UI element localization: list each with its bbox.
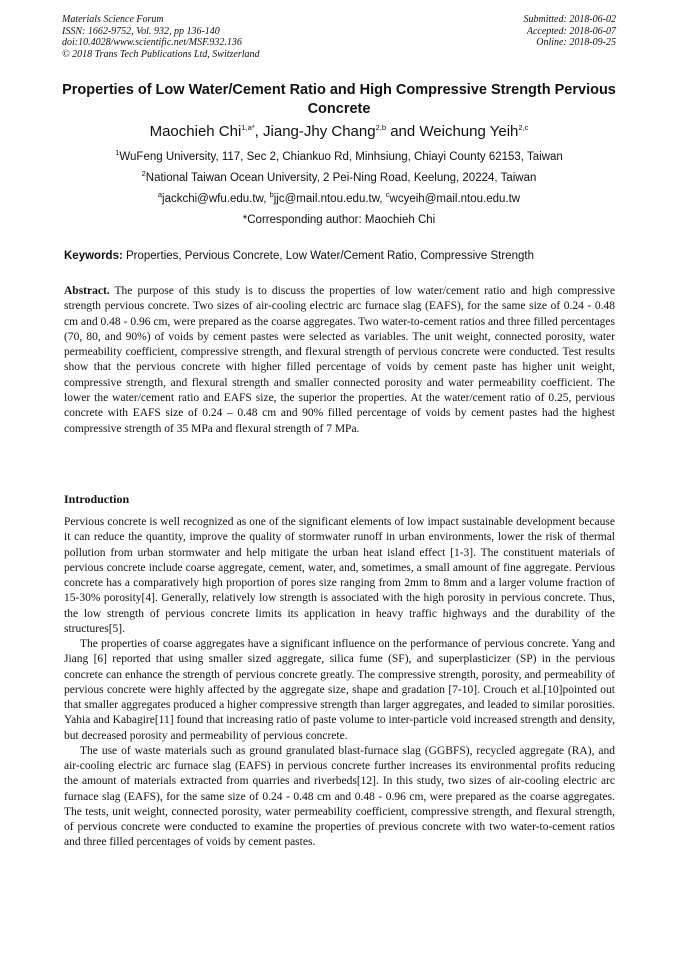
affiliation-1 (20, 150, 658, 165)
affiliation-text: National Taiwan Ocean University, 2 Pei-Ning Road, Keelung, 20224, Taiwan (145, 172, 537, 184)
author-superscript: 2,c (518, 123, 529, 132)
date-submitted: Submitted: 2018-06-02 (523, 14, 616, 25)
email-superscript: c (385, 190, 390, 200)
author-name: Jiang-Jhy Chang (263, 123, 376, 140)
journal-copyright: © 2018 Trans Tech Publications Ltd, Switzerland (62, 48, 260, 60)
author-name: Maochieh Chi (149, 123, 242, 140)
author-separator: and (386, 123, 420, 140)
email-link[interactable]: jackchi@wfu.edu.tw, (162, 193, 270, 205)
publication-dates (356, 14, 616, 49)
introduction-body (64, 515, 615, 851)
abstract-text: The purpose of this study is to discuss the properties of low water/cement ratio and high compressive strength pervious concrete. Two sizes of air-cooling electric arc furnace slag (EAFS), for the same size of 0.24 - 0.48 cm and 0.48 - 0.96 cm, were prepared as the coarse aggregates. Two water-to-cement ratios and three filled percentages (70, 80, and 90%) of voids by cement pastes were selected as variables. The unit weight, connected porosity, water permeability coefficient, compressive strength, and flexural strength of pervious concrete were conducted. Test results show that the pervious concrete with higher filled percentage of voids by cement paste has higher unit weight, compressive strength, and flexural strength and smaller connected porosity and water permeability coefficient. The lower the water/cement ratio and EAFS size, the superior the properties. At the water/cement ratio of 0.25, pervious concrete with EAFS size of 0.24 – 0.48 cm and 90% filled percentage of voids by cement pastes had the highest compressive strength of 35 MPa and flexural strength of 7 MPa. (64, 285, 615, 435)
corresponding-author: *Corresponding author: Maochieh Chi (242, 214, 436, 226)
abstract (64, 284, 615, 437)
email-superscript: a (157, 190, 163, 200)
keywords-label: Keywords: (64, 250, 123, 262)
author-superscript: 1,a* (241, 123, 255, 132)
journal-name: Materials Science Forum (62, 14, 164, 25)
affiliation-text: WuFeng University, 117, Sec 2, Chiankuo Rd, Minhsiung, Chiayi County 62153, Taiwan (119, 151, 563, 163)
author-name: Weichung Yeih (419, 123, 519, 140)
paper-title: Properties of Low Water/Cement Ratio and High Compressive Strength Pervious Concrete (62, 82, 616, 117)
keywords-text: Properties, Pervious Concrete, Low Water/Cement Ratio, Compressive Strength (122, 250, 534, 262)
email-superscript: b (269, 190, 274, 200)
author-emails (20, 192, 658, 207)
date-accepted: Accepted: 2018-06-07 (526, 25, 616, 37)
paragraph: The use of waste materials such as ground granulated blast-furnace slag (GGBFS), recycled aggregate (RA), and air-cooling electric arc furnace slag (EAFS) in pervious concrete further increases its environmental profits reducing the amount of materials extracted from quarries and riverbeds[12]. In this study, two sizes of air-cooling electric arc furnace slag (EAFS), for the same size of 0.24 - 0.48 cm and 0.48 - 0.96 cm, were prepared as the coarse aggregates. The tests, unit weight, connected porosity, water permeability coefficient, compressive strength, and flexural strength, of pervious concrete were conducted to examine the properties of previous concrete with two water-to-cement ratios and three filled percentages of voids by cement pastes. (64, 744, 615, 849)
date-online: Online: 2018-09-25 (536, 37, 616, 48)
journal-issn: ISSN: 1662-9752, Vol. 932, pp 136-140 (62, 25, 220, 37)
abstract-label: Abstract. (64, 285, 110, 297)
journal-info (62, 14, 362, 60)
affiliation-superscript: 1 (115, 148, 120, 158)
journal-doi[interactable]: doi:10.4028/www.scientific.net/MSF.932.136 (62, 37, 242, 48)
author-separator: , (254, 123, 264, 140)
affiliation-2 (20, 171, 658, 186)
paragraph: Pervious concrete is well recognized as one of the significant elements of low impact sustainable development because it can reduce the quantity, improve the quality of stormwater runoff in urban environments, lower the risk of thermal pollution from urban stormwater and help mitigate the urban heat island effect [1-3]. The constituent materials of pervious concrete include coarse aggregate, cement, water, and, sometimes, a small amount of fine aggregate. Pervious concrete has a comparatively high proportion of pores size ranging from 2mm to 8mm and a larger volume fraction of 15-30% porosity[4]. Generally, relatively low strength is associated with the high porosity in pervious concrete. Thus, the low strength of pervious concrete limits its application in heavy traffic highways and the durability of the structures[5]. (64, 516, 615, 635)
section-heading-introduction: Introduction (64, 492, 130, 506)
keywords (64, 249, 624, 264)
affiliation-superscript: 2 (141, 169, 146, 179)
email-link[interactable]: jjc@mail.ntou.edu.tw, (273, 193, 386, 205)
paragraph: The properties of coarse aggregates have a significant influence on the performance of pervious concrete. Yang and Jiang [6] reported that using smaller sized aggregate, silica fume (SF), and superplasticizer (SP) in the pervious concrete can enhance the strength of pervious concrete greatly. The compressive strength, porosity, and permeability of pervious concrete were highly affected by the aggregate size, shape and gradation [7-10]. Crouch et al.[10]pointed out that smaller aggregates produced a higher compressive strength than larger aggregates, and leaded to similar porosities. Yahia and Kabagire[11] found that increasing ratio of paste volume to inter-particle void increased strength and density, but decreased porosity and permeability of pervious concrete. (64, 638, 615, 742)
author-line (20, 122, 658, 142)
email-link[interactable]: wcyeih@mail.ntou.edu.tw (389, 193, 521, 205)
author-superscript: 2,b (375, 123, 387, 132)
